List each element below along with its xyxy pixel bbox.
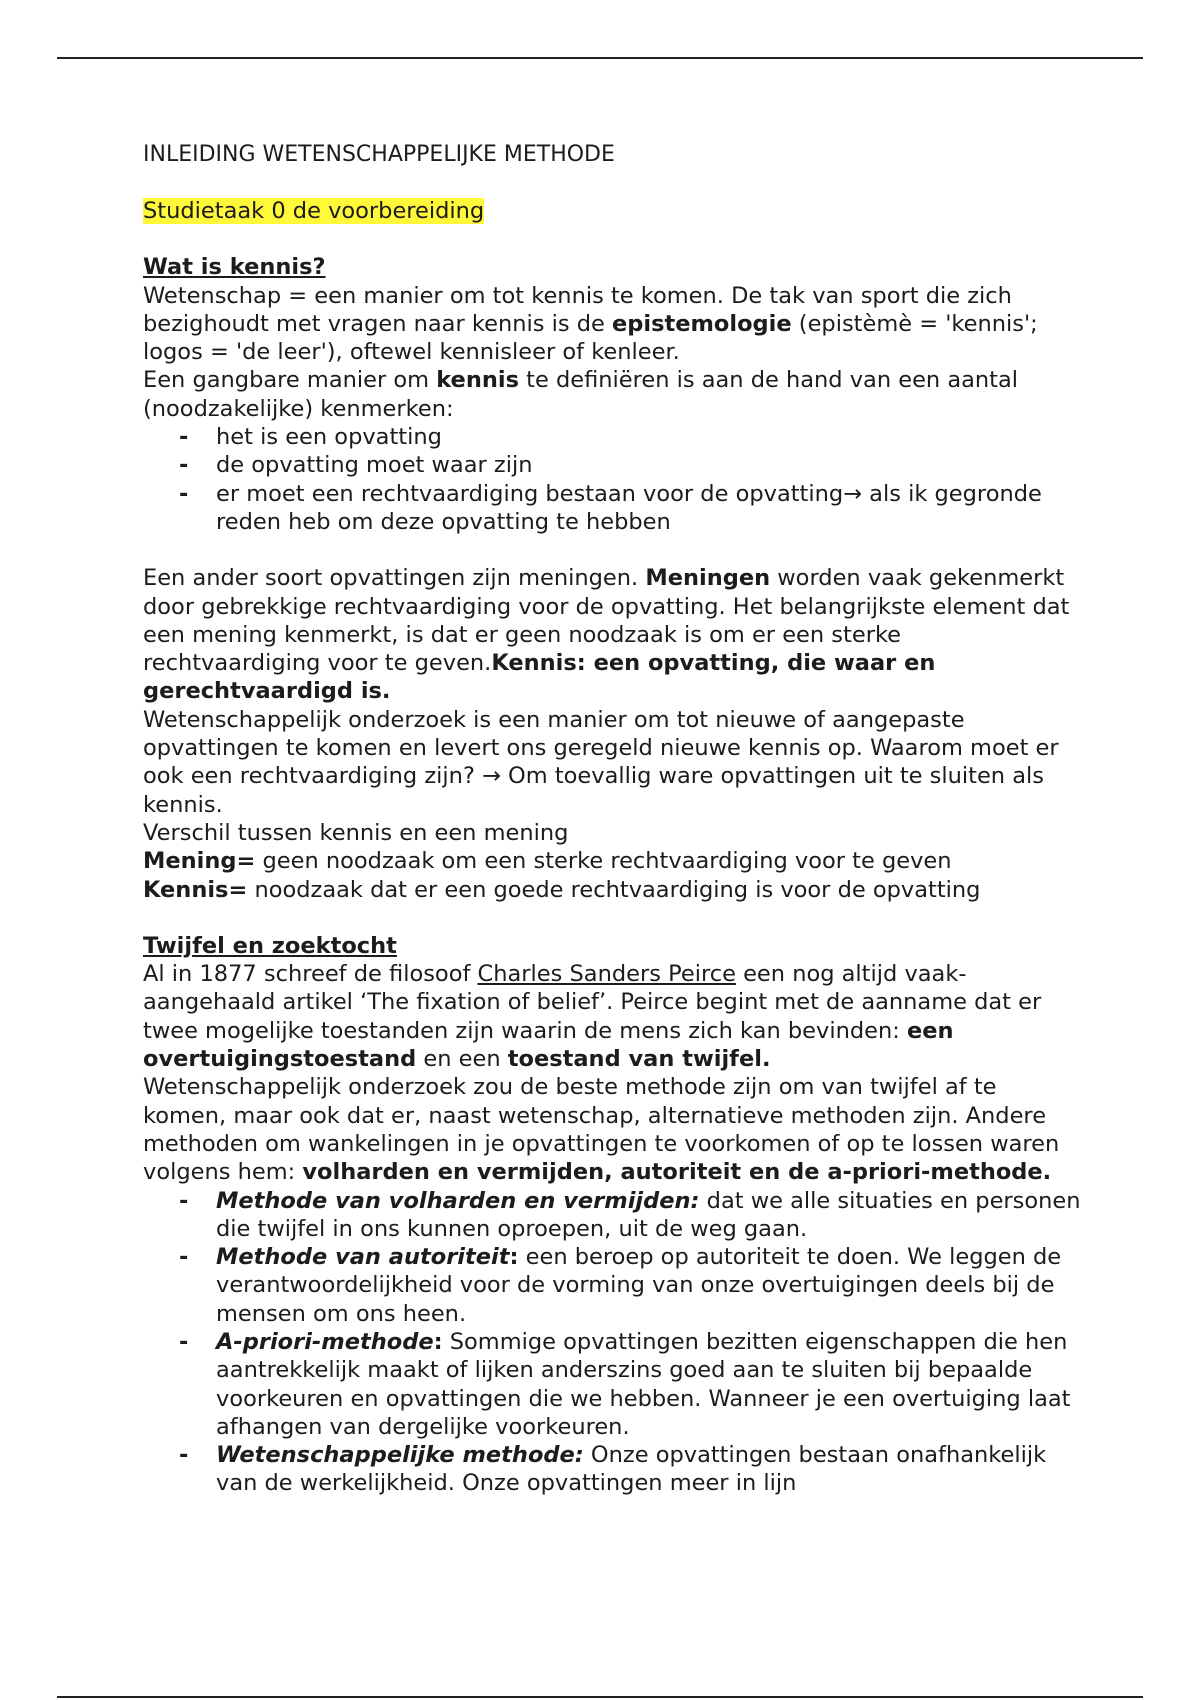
- list-item: - Wetenschappelijke methode: Onze opvattingen bestaan onafhankelijk van de werkelijkheid. Onze opvattingen meer in lijn: [179, 1442, 1047, 1497]
- paragraph-onderzoek: Wetenschappelijk onderzoek is een manier om tot nieuwe of aangepaste opvattingen te komen en levert ons geregeld nieuwe kennis op. Waarom moet er ook een rechtvaardiging zijn? → Om toevallig ware opvattingen uit te sluiten als kennis.: [143, 706, 1059, 818]
- definition-kennis: Kennis= noodzaak dat er een goede rechtvaardiging is voor de opvatting: [143, 876, 981, 903]
- list-item: - het is een opvatting: [179, 424, 442, 451]
- header-rule: [57, 57, 1143, 59]
- document-page: [143, 128, 1083, 1498]
- list-item: - Methode van volharden en vermijden: dat we alle situaties en personen die twijfel in ons kunnen oproepen, uit de weg gaan.: [179, 1187, 1081, 1242]
- list-item: - A-priori-methode: Sommige opvattingen bezitten eigenschappen die hen aantrekkelijk maakt of lijken anderszins goed aan te sluiten bij bepaalde voorkeuren en opvattingen die we hebben. Wanneer je een overtuiging laat afhangen van dergelijke voorkeuren.: [179, 1328, 1071, 1440]
- section-heading-kennis: Wat is kennis?: [143, 254, 326, 281]
- kenmerken-list: [143, 423, 1083, 536]
- paragraph-methoden: Wetenschappelijk onderzoek zou de beste methode zijn om van twijfel af te komen, maar ook dat er, naast wetenschap, alternatieve methoden zijn. Andere methoden om wankelingen in je opvattingen te voorkomen of op te lossen waren volgens hem: volharden en vermijden, autoriteit en de a-priori-methode.: [143, 1074, 1060, 1186]
- methoden-list: [143, 1187, 1083, 1498]
- studietaak-line: [143, 197, 1083, 225]
- document-title: INLEIDING WETENSCHAPPELIJKE METHODE: [143, 142, 615, 167]
- paragraph-meningen: Een ander soort opvattingen zijn meningen. Meningen worden vaak gekenmerkt door gebrekkige rechtvaardiging voor de opvatting. Het belangrijkste element dat een mening kenmerkt, is dat er geen noodzaak is om er een sterke rechtvaardiging voor te geven.Kennis: een opvatting, die waar en gerechtvaardigd is.: [143, 565, 1070, 705]
- list-item: - de opvatting moet waar zijn: [179, 452, 533, 479]
- list-item: - er moet een rechtvaardiging bestaan voor de opvatting→ als ik gegronde reden heb om deze opvatting te hebben: [179, 480, 1042, 535]
- definition-mening: Mening= geen noodzaak om een sterke rechtvaardiging voor te geven: [143, 848, 952, 875]
- paragraph-verschil: Verschil tussen kennis en een mening: [143, 819, 569, 846]
- peirce-link[interactable]: Charles Sanders Peirce: [477, 961, 736, 988]
- list-item: - Methode van autoriteit: een beroep op autoriteit te doen. We leggen de verantwoordelijkheid voor de vorming van onze overtuigingen deels bij de mensen om ons heen.: [179, 1244, 1062, 1327]
- footer-rule: [57, 1696, 1143, 1698]
- section-heading-twijfel: Twijfel en zoektocht: [143, 932, 397, 959]
- highlighted-studietaak: Studietaak 0 de voorbereiding: [143, 198, 485, 224]
- paragraph-peirce: Al in 1877 schreef de filosoof Charles Sanders Peirce een nog altijd vaak-aangehaald artikel ‘The fixation of belief’. Peirce begint met de aanname dat er twee mogelijke toestanden zijn waarin de mens zich kan bevinden: een overtuigingstoestand en een toestand van twijfel.: [143, 961, 1042, 1073]
- paragraph-wetenschap: Wetenschap = een manier om tot kennis te komen. De tak van sport die zich bezighoudt met vragen naar kennis is de epistemologie (epistèmè = 'kennis'; logos = 'de leer'), oftewel kennisleer of kenleer.: [143, 282, 1038, 366]
- paragraph-kennis-definitie: Een gangbare manier om kennis te definiëren is aan de hand van een aantal (noodzakelijke) kenmerken:: [143, 367, 1019, 422]
